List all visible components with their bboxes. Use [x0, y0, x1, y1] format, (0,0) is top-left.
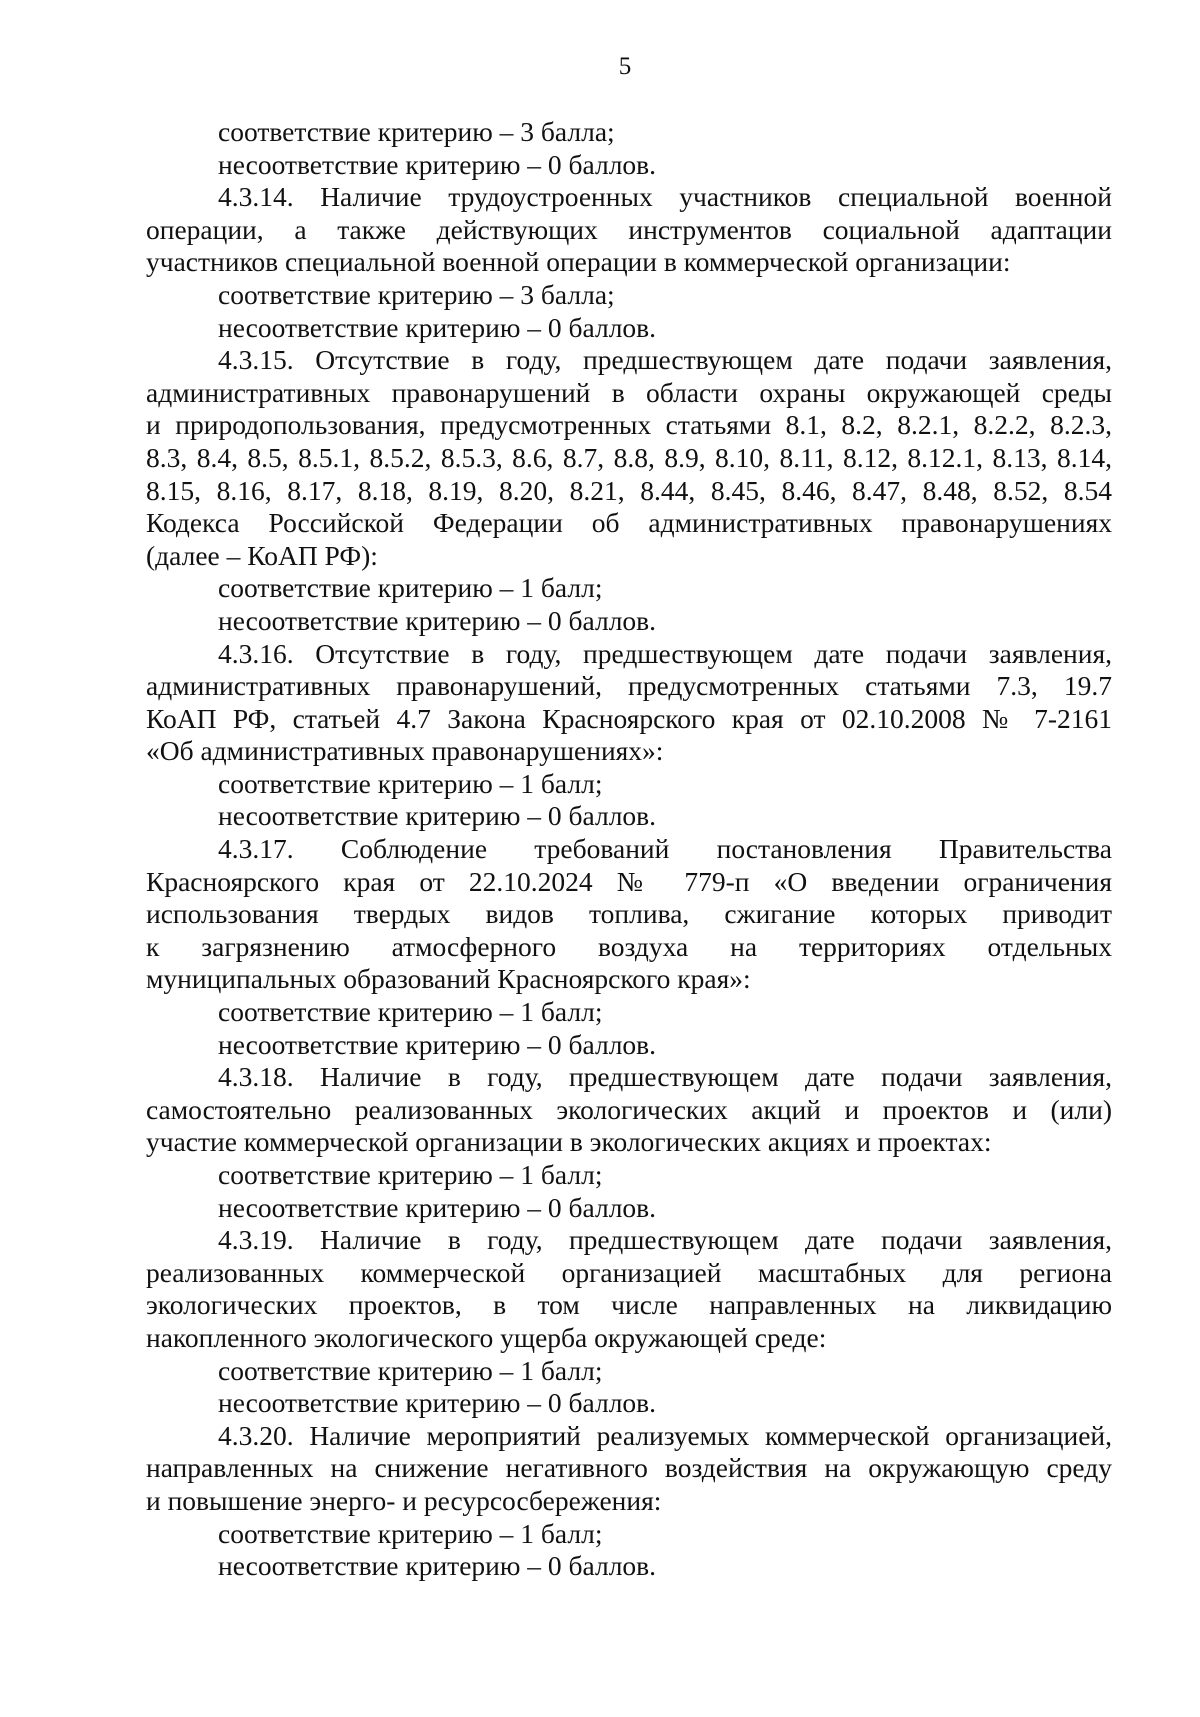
clause-4-3-18-line: 4.3.18. Наличие в году, предшествующем дате подачи заявления,: [218, 1061, 1112, 1093]
criterion-mismatch-line: несоответствие критерию – 0 баллов.: [218, 1028, 657, 1060]
clause-4-3-17-line: к загрязнению атмосферного воздуха на территориях отдельных: [146, 930, 1112, 962]
criterion-mismatch-line: несоответствие критерию – 0 баллов.: [218, 311, 657, 343]
clause-4-3-20-line: направленных на снижение негативного воздействия на окружающую среду: [146, 1452, 1112, 1484]
clause-4-3-18-line: самостоятельно реализованных экологических акций и проектов и (или): [146, 1093, 1112, 1125]
clause-4-3-16-line: административных правонарушений, предусмотренных статьями 7.3, 19.7: [146, 670, 1112, 702]
clause-4-3-17-line: 4.3.17. Соблюдение требований постановления Правительства: [218, 833, 1112, 865]
criterion-match-line: соответствие критерию – 1 балл;: [218, 1159, 603, 1190]
clause-4-3-14-line: операции, а также действующих инструментов социальной адаптации: [146, 213, 1112, 245]
document-body: [146, 116, 1112, 1583]
clause-4-3-15-line: 8.15, 8.16, 8.17, 8.18, 8.19, 8.20, 8.21, 8.44, 8.45, 8.46, 8.47, 8.48, 8.52, 8.54: [146, 474, 1112, 506]
page-number: 5: [618, 53, 632, 80]
clause-4-3-16-line: «Об административных правонарушениях»:: [146, 735, 664, 767]
clause-4-3-20-line: 4.3.20. Наличие мероприятий реализуемых коммерческой организацией,: [218, 1419, 1112, 1451]
criterion-match-line: соответствие критерию – 1 балл;: [218, 1354, 603, 1386]
criterion-mismatch-line: несоответствие критерию – 0 баллов.: [218, 1191, 657, 1223]
criterion-match-line: соответствие критерию – 3 балла;: [218, 278, 615, 310]
clause-4-3-19-line: 4.3.19. Наличие в году, предшествующем дате подачи заявления,: [218, 1224, 1112, 1256]
clause-4-3-19-line: экологических проектов, в том числе направленных на ликвидацию: [146, 1289, 1112, 1321]
clause-4-3-19-line: накопленного экологического ущерба окружающей среде:: [146, 1321, 827, 1353]
clause-4-3-15-line: и природопользования, предусмотренных статьями 8.1, 8.2, 8.2.1, 8.2.2, 8.2.3,: [146, 409, 1112, 441]
criterion-mismatch-line: несоответствие критерию – 0 баллов.: [218, 1387, 657, 1419]
clause-4-3-16-line: 4.3.16. Отсутствие в году, предшествующем дате подачи заявления,: [218, 637, 1112, 669]
clause-4-3-17-line: Красноярского края от 22.10.2024 № 779-п «О введении ограничения: [146, 865, 1112, 897]
criterion-mismatch-line: несоответствие критерию – 0 баллов.: [218, 1550, 657, 1582]
clause-4-3-14-line: участников специальной военной операции в коммерческой организации:: [146, 246, 1011, 278]
clause-4-3-15-line: 4.3.15. Отсутствие в году, предшествующем дате подачи заявления,: [218, 344, 1112, 376]
criterion-mismatch-line: несоответствие критерию – 0 баллов.: [218, 604, 657, 636]
criterion-match-line: соответствие критерию – 1 балл;: [218, 572, 603, 604]
clause-4-3-18-line: участие коммерческой организации в экологических акциях и проектах:: [146, 1126, 992, 1158]
clause-4-3-16-line: КоАП РФ, статьей 4.7 Закона Красноярского края от 02.10.2008 № 7-2161: [146, 702, 1112, 734]
clause-4-3-19-line: реализованных коммерческой организацией масштабных для региона: [146, 1256, 1112, 1288]
clause-4-3-15-line: административных правонарушений в области охраны окружающей среды: [146, 376, 1112, 408]
criterion-match-line: соответствие критерию – 1 балл;: [218, 1517, 603, 1549]
criterion-mismatch-line: несоответствие критерию – 0 баллов.: [218, 148, 657, 180]
criterion-match-line: соответствие критерию – 1 балл;: [218, 996, 603, 1028]
clause-4-3-20-line: и повышение энерго- и ресурсосбережения:: [146, 1484, 662, 1516]
clause-4-3-15-line: 8.3, 8.4, 8.5, 8.5.1, 8.5.2, 8.5.3, 8.6, 8.7, 8.8, 8.9, 8.10, 8.11, 8.12, 8.12.1, 8.13, 8.14,: [146, 441, 1112, 473]
clause-4-3-15-line: Кодекса Российской Федерации об административных правонарушениях: [146, 507, 1112, 539]
clause-4-3-14-line: 4.3.14. Наличие трудоустроенных участников специальной военной: [218, 181, 1112, 213]
criterion-mismatch-line: несоответствие критерию – 0 баллов.: [218, 800, 657, 832]
clause-4-3-17-line: использования твердых видов топлива, сжигание которых приводит: [146, 898, 1112, 930]
criterion-match-line: соответствие критерию – 3 балла;: [218, 116, 615, 147]
clause-4-3-17-line: муниципальных образований Красноярского края»:: [146, 963, 751, 995]
clause-4-3-15-line: (далее – КоАП РФ):: [146, 539, 378, 571]
criterion-match-line: соответствие критерию – 1 балл;: [218, 767, 603, 799]
